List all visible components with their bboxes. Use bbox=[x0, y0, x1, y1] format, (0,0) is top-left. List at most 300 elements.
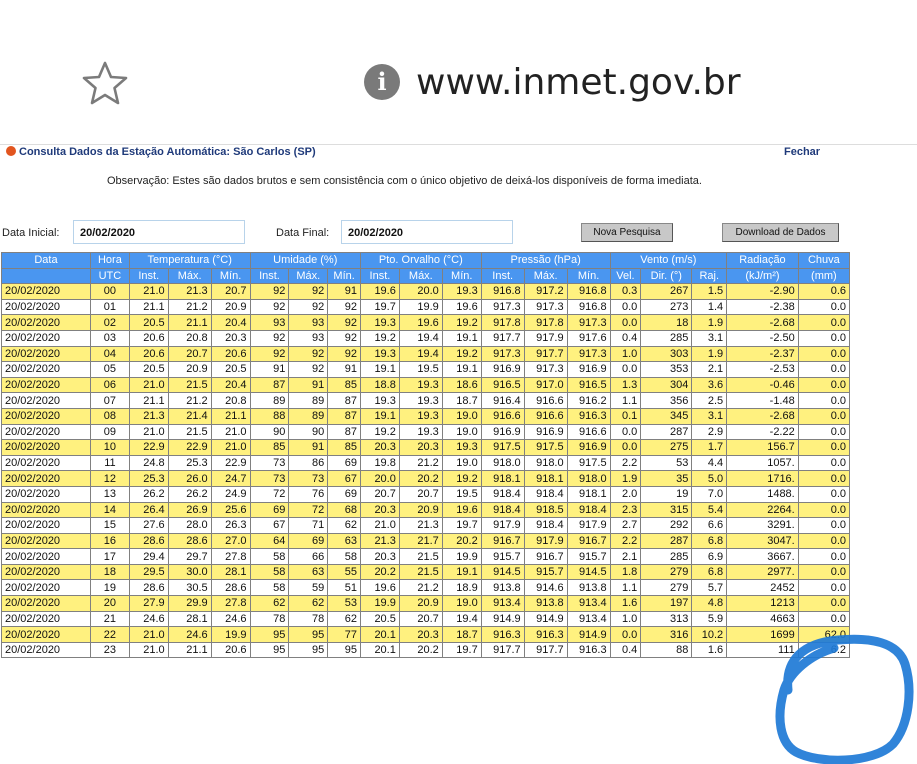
table-cell: 24.9 bbox=[211, 486, 250, 502]
table-cell: 19.6 bbox=[399, 315, 442, 331]
table-cell: 0.0 bbox=[798, 564, 849, 580]
table-cell: 25.6 bbox=[211, 502, 250, 518]
table-cell: 916.6 bbox=[481, 408, 524, 424]
table-cell: 917.7 bbox=[481, 642, 524, 658]
table-cell: 285 bbox=[641, 330, 692, 346]
table-cell: 88 bbox=[641, 642, 692, 658]
table-cell: 5.4 bbox=[692, 502, 727, 518]
table-cell: 95 bbox=[289, 627, 328, 643]
table-cell: 18 bbox=[90, 564, 129, 580]
table-cell: 356 bbox=[641, 393, 692, 409]
table-cell: 20.0 bbox=[361, 471, 400, 487]
table-cell: 20.7 bbox=[211, 284, 250, 300]
table-cell: 279 bbox=[641, 564, 692, 580]
table-cell: 917.8 bbox=[524, 315, 567, 331]
table-row bbox=[2, 596, 850, 612]
table-cell: 916.3 bbox=[524, 627, 567, 643]
table-cell: 58 bbox=[250, 564, 289, 580]
table-cell: 6.9 bbox=[692, 549, 727, 565]
table-cell: 20.3 bbox=[399, 627, 442, 643]
table-cell: 69 bbox=[250, 502, 289, 518]
header-cell: Máx. bbox=[524, 268, 567, 284]
table-cell: 20/02/2020 bbox=[2, 471, 91, 487]
header-cell: Máx. bbox=[289, 268, 328, 284]
table-cell: 21.1 bbox=[129, 299, 168, 315]
table-cell: 918.4 bbox=[567, 502, 610, 518]
table-cell: 918.0 bbox=[567, 471, 610, 487]
table-cell: 10 bbox=[90, 440, 129, 456]
table-cell: 1.8 bbox=[610, 564, 641, 580]
table-cell: 353 bbox=[641, 362, 692, 378]
table-cell: 21.1 bbox=[211, 408, 250, 424]
table-cell: 916.7 bbox=[567, 533, 610, 549]
table-cell: 1.6 bbox=[610, 596, 641, 612]
table-cell: 345 bbox=[641, 408, 692, 424]
table-cell: -1.48 bbox=[727, 393, 799, 409]
table-cell: 0.0 bbox=[798, 440, 849, 456]
start-date-input[interactable]: 20/02/2020 bbox=[73, 220, 245, 244]
table-cell: 0.0 bbox=[798, 486, 849, 502]
browser-toolbar bbox=[0, 0, 917, 145]
table-cell: 292 bbox=[641, 518, 692, 534]
table-cell: 92 bbox=[328, 299, 361, 315]
table-cell: 21.3 bbox=[399, 518, 442, 534]
table-cell: 0.0 bbox=[798, 315, 849, 331]
table-cell: 279 bbox=[641, 580, 692, 596]
table-cell: 11 bbox=[90, 455, 129, 471]
table-cell: 1.1 bbox=[610, 393, 641, 409]
table-cell: 916.7 bbox=[524, 549, 567, 565]
table-cell: 197 bbox=[641, 596, 692, 612]
table-cell: 0.4 bbox=[610, 642, 641, 658]
table-cell: 915.7 bbox=[481, 549, 524, 565]
table-cell: 19.0 bbox=[442, 424, 481, 440]
table-cell: 19.7 bbox=[361, 299, 400, 315]
table-cell: 20.5 bbox=[129, 315, 168, 331]
table-cell: 918.1 bbox=[524, 471, 567, 487]
table-cell: 69 bbox=[328, 486, 361, 502]
table-cell: 1057. bbox=[727, 455, 799, 471]
toolbar-divider bbox=[0, 144, 917, 145]
table-cell: 918.1 bbox=[481, 471, 524, 487]
close-link[interactable]: Fechar bbox=[784, 146, 821, 158]
table-cell: 4.8 bbox=[692, 596, 727, 612]
table-cell: 2.2 bbox=[610, 455, 641, 471]
table-cell: 1.3 bbox=[610, 377, 641, 393]
table-cell: 20.1 bbox=[361, 642, 400, 658]
table-cell: 914.9 bbox=[481, 611, 524, 627]
table-cell: 95 bbox=[250, 642, 289, 658]
table-cell: 20.7 bbox=[361, 486, 400, 502]
header-cell: Mín. bbox=[442, 268, 481, 284]
table-cell: 95 bbox=[328, 642, 361, 658]
table-cell: 19.5 bbox=[442, 486, 481, 502]
table-cell: 2.1 bbox=[692, 362, 727, 378]
table-cell: 67 bbox=[328, 471, 361, 487]
table-cell: 92 bbox=[328, 330, 361, 346]
table-cell: 92 bbox=[289, 362, 328, 378]
table-cell: 917.2 bbox=[524, 284, 567, 300]
header-cell: Inst. bbox=[129, 268, 168, 284]
table-cell: 917.5 bbox=[567, 455, 610, 471]
table-cell: 2.1 bbox=[610, 549, 641, 565]
table-cell: 08 bbox=[90, 408, 129, 424]
table-cell: -2.68 bbox=[727, 408, 799, 424]
table-cell: 20/02/2020 bbox=[2, 440, 91, 456]
table-cell: 67 bbox=[250, 518, 289, 534]
table-cell: 16 bbox=[90, 533, 129, 549]
table-cell: 916.5 bbox=[481, 377, 524, 393]
table-cell: 3667. bbox=[727, 549, 799, 565]
table-cell: 20.3 bbox=[211, 330, 250, 346]
table-cell: 917.9 bbox=[567, 518, 610, 534]
table-cell: 0.0 bbox=[610, 440, 641, 456]
table-cell: 0.0 bbox=[798, 611, 849, 627]
table-row bbox=[2, 299, 850, 315]
address-bar-url[interactable]: www.inmet.gov.br bbox=[416, 62, 741, 103]
table-cell: 28.1 bbox=[168, 611, 211, 627]
table-cell: 285 bbox=[641, 549, 692, 565]
table-cell: 0.0 bbox=[798, 549, 849, 565]
table-cell: 62 bbox=[289, 596, 328, 612]
header-cell: Inst. bbox=[481, 268, 524, 284]
header-cell: (kJ/m²) bbox=[727, 268, 799, 284]
table-cell: 916.8 bbox=[567, 299, 610, 315]
table-cell: 20.2 bbox=[361, 564, 400, 580]
table-cell: 21.2 bbox=[168, 299, 211, 315]
table-cell: 20.1 bbox=[361, 627, 400, 643]
table-cell: 0.0 bbox=[798, 502, 849, 518]
table-cell: 20/02/2020 bbox=[2, 549, 91, 565]
table-cell: 91 bbox=[289, 377, 328, 393]
table-cell: 01 bbox=[90, 299, 129, 315]
table-cell: 92 bbox=[250, 330, 289, 346]
table-cell: 916.5 bbox=[567, 377, 610, 393]
table-cell: 2.2 bbox=[610, 533, 641, 549]
table-cell: 918.4 bbox=[481, 502, 524, 518]
table-row bbox=[2, 393, 850, 409]
table-cell: 19 bbox=[90, 580, 129, 596]
header-cell: Umidade (%) bbox=[250, 253, 360, 269]
table-cell: 21.1 bbox=[168, 642, 211, 658]
table-cell: 20.4 bbox=[211, 377, 250, 393]
group-header-row bbox=[2, 253, 850, 269]
data-table bbox=[1, 252, 850, 658]
table-cell: 913.4 bbox=[481, 596, 524, 612]
table-cell: 19.9 bbox=[399, 299, 442, 315]
table-cell: 18.7 bbox=[442, 627, 481, 643]
table-cell: 21.2 bbox=[399, 455, 442, 471]
table-cell: 304 bbox=[641, 377, 692, 393]
table-cell: 92 bbox=[289, 299, 328, 315]
header-cell: Inst. bbox=[250, 268, 289, 284]
table-cell: 21.0 bbox=[129, 627, 168, 643]
table-cell: 20/02/2020 bbox=[2, 580, 91, 596]
download-button[interactable]: Download de Dados bbox=[722, 223, 839, 242]
table-cell: 04 bbox=[90, 346, 129, 362]
table-cell: 19.1 bbox=[361, 408, 400, 424]
table-row bbox=[2, 533, 850, 549]
table-cell: -0.46 bbox=[727, 377, 799, 393]
table-cell: 918.1 bbox=[567, 486, 610, 502]
table-cell: 19.2 bbox=[361, 330, 400, 346]
table-cell: 05 bbox=[90, 362, 129, 378]
table-cell: 19.8 bbox=[361, 455, 400, 471]
table-cell: 20.9 bbox=[399, 502, 442, 518]
table-cell: 303 bbox=[641, 346, 692, 362]
table-cell: 26.9 bbox=[168, 502, 211, 518]
table-cell: 6.2 bbox=[798, 642, 849, 658]
table-cell: 21.0 bbox=[211, 440, 250, 456]
table-cell: 917.0 bbox=[524, 377, 567, 393]
table-cell: 913.4 bbox=[567, 611, 610, 627]
table-cell: 21.2 bbox=[399, 580, 442, 596]
table-cell: 19.3 bbox=[399, 377, 442, 393]
table-cell: 19.5 bbox=[399, 362, 442, 378]
header-cell: Máx. bbox=[399, 268, 442, 284]
table-cell: 91 bbox=[289, 440, 328, 456]
table-cell: 21.3 bbox=[168, 284, 211, 300]
table-cell: 30.0 bbox=[168, 564, 211, 580]
table-cell: 27.8 bbox=[211, 549, 250, 565]
table-cell: -2.50 bbox=[727, 330, 799, 346]
table-cell: 21.7 bbox=[399, 533, 442, 549]
table-cell: 20/02/2020 bbox=[2, 564, 91, 580]
table-cell: 315 bbox=[641, 502, 692, 518]
table-cell: 19 bbox=[641, 486, 692, 502]
table-cell: 1213 bbox=[727, 596, 799, 612]
table-cell: 20.5 bbox=[211, 362, 250, 378]
table-cell: 90 bbox=[289, 424, 328, 440]
header-cell: Raj. bbox=[692, 268, 727, 284]
table-cell: 1699 bbox=[727, 627, 799, 643]
table-cell: -2.37 bbox=[727, 346, 799, 362]
table-cell: 5.9 bbox=[692, 611, 727, 627]
table-cell: 19.2 bbox=[442, 346, 481, 362]
table-cell: 20.3 bbox=[361, 549, 400, 565]
table-cell: 917.9 bbox=[524, 330, 567, 346]
table-cell: 19.3 bbox=[399, 424, 442, 440]
table-cell: 1.4 bbox=[692, 299, 727, 315]
table-cell: 2.0 bbox=[610, 486, 641, 502]
table-cell: 09 bbox=[90, 424, 129, 440]
table-cell: 0.0 bbox=[610, 424, 641, 440]
header-cell: Mín. bbox=[328, 268, 361, 284]
table-cell: 19.3 bbox=[442, 284, 481, 300]
table-cell: 0.3 bbox=[610, 284, 641, 300]
header-cell: Pressão (hPa) bbox=[481, 253, 610, 269]
table-cell: 72 bbox=[289, 502, 328, 518]
table-cell: 28.6 bbox=[129, 533, 168, 549]
table-cell: 19.4 bbox=[399, 346, 442, 362]
table-cell: 917.9 bbox=[524, 533, 567, 549]
table-row bbox=[2, 315, 850, 331]
table-cell: 3.6 bbox=[692, 377, 727, 393]
table-cell: 0.0 bbox=[610, 362, 641, 378]
table-cell: 0.0 bbox=[798, 393, 849, 409]
table-cell: 20.0 bbox=[399, 284, 442, 300]
table-cell: 89 bbox=[289, 408, 328, 424]
table-cell: 1.6 bbox=[692, 642, 727, 658]
table-cell: 914.9 bbox=[567, 627, 610, 643]
table-cell: 20.5 bbox=[361, 611, 400, 627]
table-cell: 85 bbox=[328, 440, 361, 456]
table-cell: 1.9 bbox=[610, 471, 641, 487]
header-cell: Hora bbox=[90, 253, 129, 269]
header-cell: Mín. bbox=[211, 268, 250, 284]
table-cell: -2.53 bbox=[727, 362, 799, 378]
table-cell: 66 bbox=[289, 549, 328, 565]
table-cell: 917.7 bbox=[481, 330, 524, 346]
table-cell: 19.1 bbox=[442, 362, 481, 378]
table-cell: 21.5 bbox=[168, 377, 211, 393]
table-cell: 3047. bbox=[727, 533, 799, 549]
table-cell: 21.0 bbox=[129, 377, 168, 393]
table-cell: 20 bbox=[90, 596, 129, 612]
star-icon[interactable] bbox=[80, 58, 130, 108]
table-cell: -2.38 bbox=[727, 299, 799, 315]
table-cell: 19.4 bbox=[399, 330, 442, 346]
table-cell: 87 bbox=[250, 377, 289, 393]
table-cell: 0.0 bbox=[610, 315, 641, 331]
table-cell: 21.1 bbox=[129, 393, 168, 409]
table-cell: 0.0 bbox=[798, 424, 849, 440]
page-title bbox=[6, 146, 316, 158]
table-cell: 55 bbox=[328, 564, 361, 580]
table-row bbox=[2, 486, 850, 502]
table-cell: 20.6 bbox=[211, 642, 250, 658]
table-cell: 17 bbox=[90, 549, 129, 565]
table-cell: 21.0 bbox=[361, 518, 400, 534]
table-cell: 20.8 bbox=[211, 393, 250, 409]
table-cell: 89 bbox=[250, 393, 289, 409]
table-cell: 273 bbox=[641, 299, 692, 315]
table-row bbox=[2, 440, 850, 456]
table-cell: 35 bbox=[641, 471, 692, 487]
table-cell: 18.9 bbox=[442, 580, 481, 596]
table-cell: 917.6 bbox=[567, 330, 610, 346]
table-cell: 26.2 bbox=[168, 486, 211, 502]
header-cell: Mín. bbox=[567, 268, 610, 284]
table-cell: 313 bbox=[641, 611, 692, 627]
table-cell: 24.8 bbox=[129, 455, 168, 471]
table-cell: 917.3 bbox=[481, 299, 524, 315]
table-cell: 916.4 bbox=[481, 393, 524, 409]
table-cell: 25.3 bbox=[168, 455, 211, 471]
table-cell: 1.0 bbox=[610, 611, 641, 627]
table-cell: 916.8 bbox=[567, 284, 610, 300]
new-search-button[interactable]: Nova Pesquisa bbox=[581, 223, 673, 242]
table-cell: 918.0 bbox=[481, 455, 524, 471]
table-cell: 0.0 bbox=[798, 471, 849, 487]
table-cell: 21.0 bbox=[129, 424, 168, 440]
table-cell: 20.6 bbox=[129, 346, 168, 362]
table-cell: 64 bbox=[250, 533, 289, 549]
table-cell: 0.0 bbox=[610, 299, 641, 315]
table-cell: 20/02/2020 bbox=[2, 455, 91, 471]
table-cell: 19.3 bbox=[361, 346, 400, 362]
table-cell: 916.7 bbox=[481, 533, 524, 549]
table-cell: 914.9 bbox=[524, 611, 567, 627]
table-cell: 916.3 bbox=[567, 408, 610, 424]
header-cell: Máx. bbox=[168, 268, 211, 284]
table-cell: 918.4 bbox=[524, 518, 567, 534]
table-cell: 916.8 bbox=[481, 284, 524, 300]
table-cell: 20.7 bbox=[399, 486, 442, 502]
table-cell: 916.3 bbox=[567, 642, 610, 658]
table-cell: 0.0 bbox=[798, 346, 849, 362]
table-row bbox=[2, 642, 850, 658]
table-cell: 19.9 bbox=[361, 596, 400, 612]
page-title-text: Consulta Dados da Estação Automática: São Carlos (SP) bbox=[19, 146, 316, 158]
table-cell: 2977. bbox=[727, 564, 799, 580]
table-cell: 0.6 bbox=[798, 284, 849, 300]
table-cell: 913.4 bbox=[567, 596, 610, 612]
table-cell: 29.7 bbox=[168, 549, 211, 565]
table-cell: 1.9 bbox=[692, 346, 727, 362]
table-cell: 69 bbox=[289, 533, 328, 549]
table-cell: 917.8 bbox=[481, 315, 524, 331]
table-cell: 21 bbox=[90, 611, 129, 627]
table-cell: 12 bbox=[90, 471, 129, 487]
table-cell: 27.0 bbox=[211, 533, 250, 549]
table-cell: 19.3 bbox=[361, 315, 400, 331]
table-cell: 89 bbox=[289, 393, 328, 409]
table-cell: 6.8 bbox=[692, 533, 727, 549]
table-cell: 20.4 bbox=[211, 315, 250, 331]
table-cell: 76 bbox=[289, 486, 328, 502]
table-row bbox=[2, 580, 850, 596]
table-cell: 93 bbox=[250, 315, 289, 331]
table-body bbox=[2, 284, 850, 658]
table-cell: 2.7 bbox=[610, 518, 641, 534]
table-cell: 73 bbox=[289, 471, 328, 487]
table-cell: 26.2 bbox=[129, 486, 168, 502]
table-cell: 0.0 bbox=[798, 518, 849, 534]
table-cell: 30.5 bbox=[168, 580, 211, 596]
observation-note: Observação: Estes são dados brutos e sem consistência com o único objetivo de deixá-los disponíveis de forma imediata. bbox=[107, 175, 702, 187]
table-cell: 92 bbox=[328, 315, 361, 331]
table-cell: 915.7 bbox=[524, 564, 567, 580]
info-icon[interactable]: i bbox=[364, 64, 400, 100]
table-cell: 0.0 bbox=[798, 408, 849, 424]
table-cell: 78 bbox=[250, 611, 289, 627]
table-cell: 87 bbox=[328, 408, 361, 424]
end-date-input[interactable]: 20/02/2020 bbox=[341, 220, 513, 244]
table-cell: 19.6 bbox=[442, 502, 481, 518]
table-cell: 20.7 bbox=[399, 611, 442, 627]
table-cell: 913.8 bbox=[567, 580, 610, 596]
table-cell: 20.3 bbox=[361, 440, 400, 456]
table-cell: 19.3 bbox=[399, 408, 442, 424]
table-row bbox=[2, 346, 850, 362]
table-cell: 29.5 bbox=[129, 564, 168, 580]
table-cell: 20/02/2020 bbox=[2, 377, 91, 393]
table-cell: 913.8 bbox=[481, 580, 524, 596]
table-cell: 1.5 bbox=[692, 284, 727, 300]
table-cell: 19.2 bbox=[361, 424, 400, 440]
table-cell: 5.0 bbox=[692, 471, 727, 487]
table-cell: 07 bbox=[90, 393, 129, 409]
table-cell: 917.5 bbox=[481, 440, 524, 456]
table-cell: 111 bbox=[727, 642, 799, 658]
table-cell: 68 bbox=[328, 502, 361, 518]
header-cell: Vel. bbox=[610, 268, 641, 284]
table-cell: 916.2 bbox=[567, 393, 610, 409]
table-cell: 19.2 bbox=[442, 315, 481, 331]
table-cell: 916.3 bbox=[481, 627, 524, 643]
table-cell: 914.5 bbox=[567, 564, 610, 580]
